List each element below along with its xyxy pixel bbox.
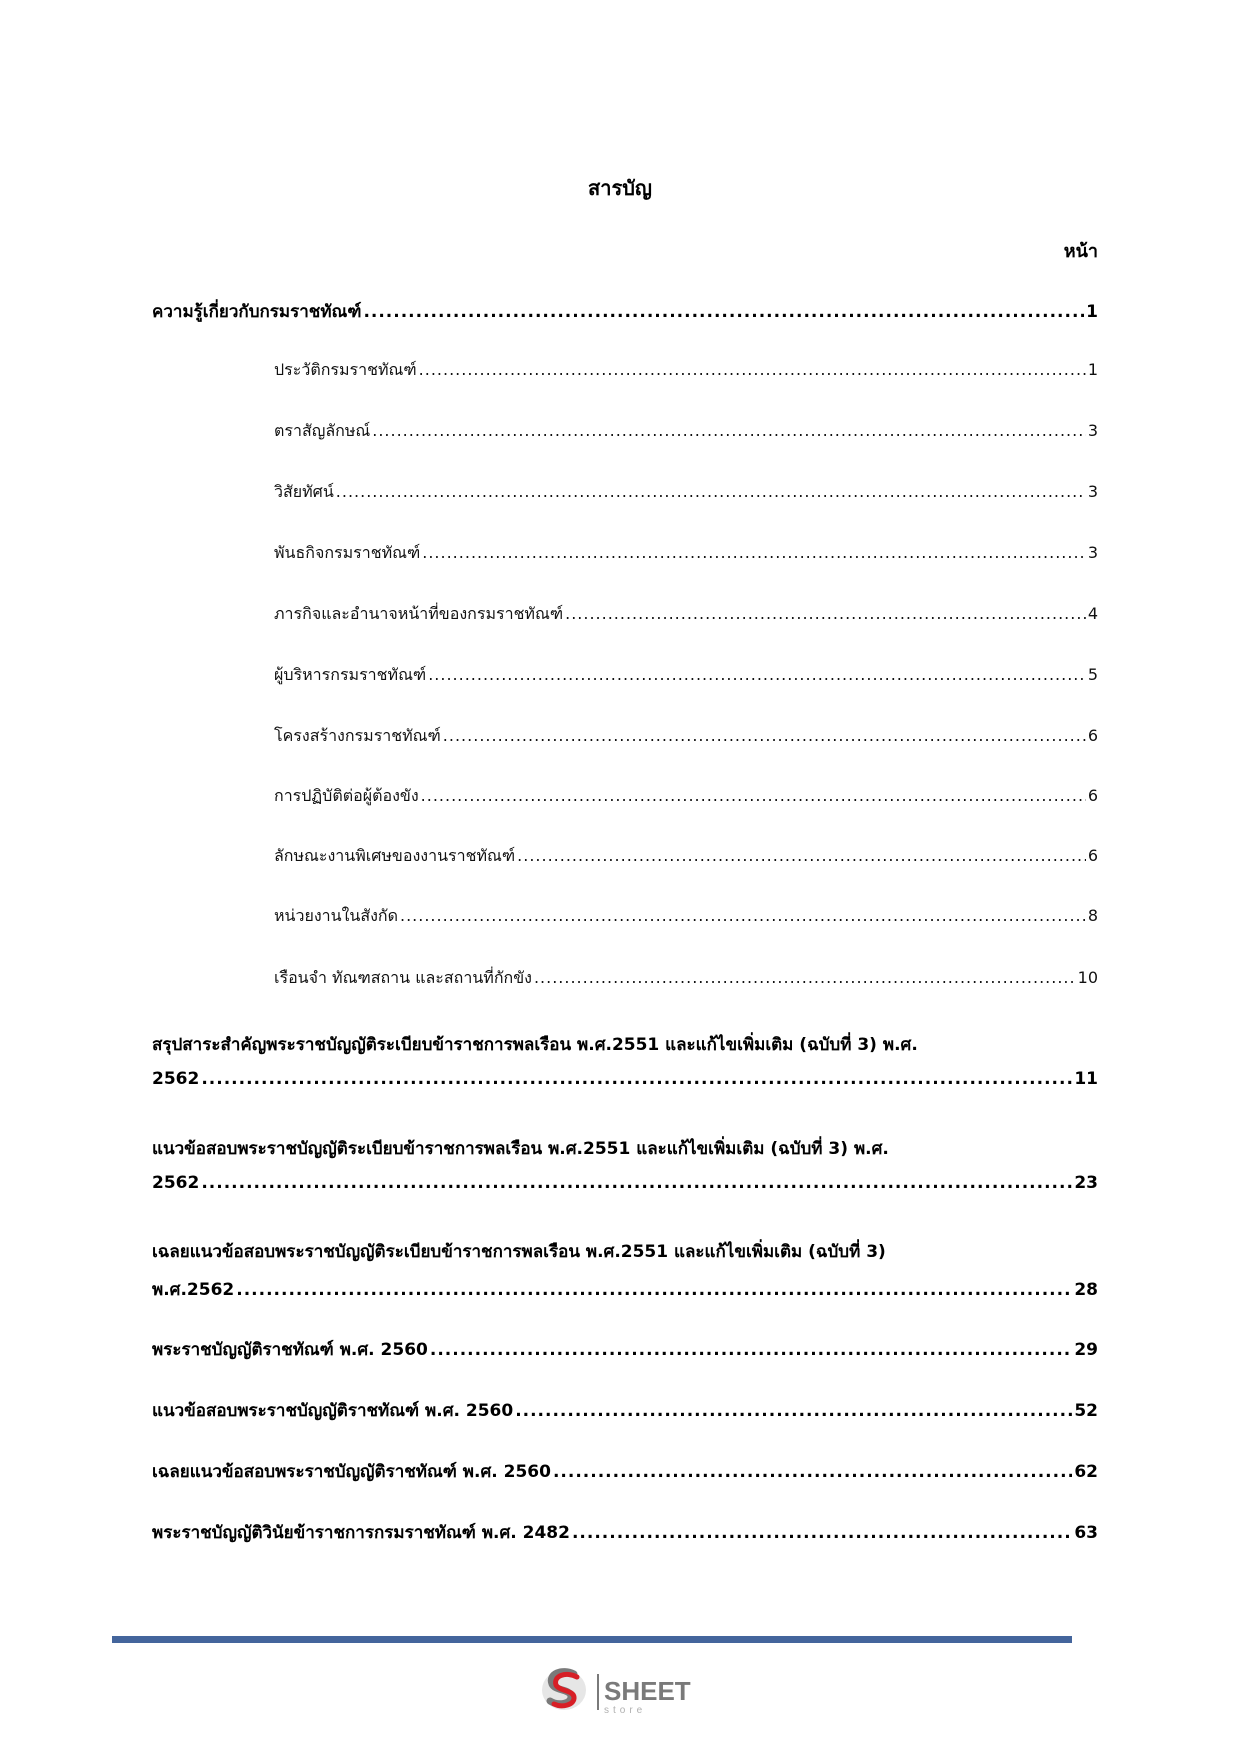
toc-entry-main[interactable] bbox=[152, 1458, 1098, 1485]
leader-dots bbox=[419, 360, 1086, 379]
toc-entry-line1[interactable]: เฉลยแนวข้อสอบพระราชบัญญัติระเบียบข้าราชการพลเรือน พ.ศ.2551 และแก้ไขเพิ่มเติม (ฉบับที่ 3) bbox=[152, 1242, 886, 1262]
toc-entry-text: โครงสร้างกรมราชทัณฑ์ bbox=[274, 726, 441, 745]
toc-entry-page: 1 bbox=[1086, 302, 1098, 322]
leader-dots bbox=[201, 1069, 1072, 1089]
toc-entry-main[interactable] bbox=[152, 298, 1098, 325]
toc-entry-page: 23 bbox=[1074, 1173, 1098, 1193]
toc-entry-sub[interactable] bbox=[274, 419, 1098, 444]
toc-entry-text: พันธกิจกรมราชทัณฑ์ bbox=[274, 543, 421, 562]
toc-entry-sub[interactable] bbox=[274, 663, 1098, 688]
toc-entry-text: ลักษณะงานพิเศษของงานราชทัณฑ์ bbox=[274, 846, 516, 865]
toc-entry-page: 3 bbox=[1087, 482, 1098, 501]
toc-entry-page: 6 bbox=[1087, 846, 1098, 865]
toc-entry-page: 3 bbox=[1087, 421, 1098, 440]
toc-entry-text: แนวข้อสอบพระราชบัญญัติราชทัณฑ์ พ.ศ. 2560 bbox=[152, 1401, 514, 1421]
toc-entry-text: ความรู้เกี่ยวกับกรมราชทัณฑ์ bbox=[152, 302, 362, 322]
toc-entry-sub[interactable] bbox=[274, 966, 1098, 991]
toc-entry-main[interactable] bbox=[152, 1276, 1098, 1303]
leader-dots bbox=[534, 968, 1076, 987]
toc-entry-main[interactable] bbox=[152, 1336, 1098, 1363]
leader-dots bbox=[400, 906, 1086, 925]
toc-entry-text: ตราสัญลักษณ์ bbox=[274, 421, 371, 440]
toc-entry-text: พระราชบัญญัติราชทัณฑ์ พ.ศ. 2560 bbox=[152, 1340, 428, 1360]
toc-entry-page: 62 bbox=[1074, 1462, 1098, 1482]
toc-entry-text: พระราชบัญญัติวินัยข้าราชการกรมราชทัณฑ์ พ.ศ. 2482 bbox=[152, 1523, 570, 1543]
leader-dots bbox=[565, 604, 1086, 623]
toc-entry-text: 2562 bbox=[152, 1069, 200, 1089]
toc-entry-text: เฉลยแนวข้อสอบพระราชบัญญัติราชทัณฑ์ พ.ศ. 2560 bbox=[152, 1462, 551, 1482]
toc-entry-page: 29 bbox=[1074, 1340, 1098, 1360]
toc-entry-page: 5 bbox=[1087, 665, 1098, 684]
leader-dots bbox=[421, 786, 1086, 805]
sheet-store-logo bbox=[540, 1660, 740, 1716]
toc-entry-text: ผู้บริหารกรมราชทัณฑ์ bbox=[274, 665, 427, 684]
toc-entry-page: 10 bbox=[1077, 968, 1098, 987]
toc-entry-sub[interactable] bbox=[274, 602, 1098, 627]
toc-entry-sub[interactable] bbox=[274, 541, 1098, 566]
toc-entry-sub[interactable] bbox=[274, 784, 1098, 809]
leader-dots bbox=[372, 421, 1086, 440]
toc-entry-page: 1 bbox=[1087, 360, 1098, 379]
leader-dots bbox=[201, 1173, 1072, 1193]
toc-entry-page: 6 bbox=[1087, 726, 1098, 745]
logo-name: SHEET bbox=[604, 1676, 691, 1706]
toc-entry-line1[interactable]: แนวข้อสอบพระราชบัญญัติระเบียบข้าราชการพลเรือน พ.ศ.2551 และแก้ไขเพิ่มเติม (ฉบับที่ 3) พ.ศ. bbox=[152, 1139, 889, 1159]
sheet-store-logo-graphic bbox=[540, 1660, 740, 1716]
leader-dots bbox=[363, 302, 1084, 322]
toc-entry-page: 3 bbox=[1087, 543, 1098, 562]
toc-entry-sub[interactable] bbox=[274, 724, 1098, 749]
toc-entry-main[interactable] bbox=[152, 1519, 1098, 1546]
toc-entry-page: 4 bbox=[1087, 604, 1098, 623]
leader-dots bbox=[443, 726, 1086, 745]
toc-entry-line1[interactable]: สรุปสาระสำคัญพระราชบัญญัติระเบียบข้าราชการพลเรือน พ.ศ.2551 และแก้ไขเพิ่มเติม (ฉบับที่ 3) พ.ศ. bbox=[152, 1035, 918, 1055]
toc-entry-text: ประวัติกรมราชทัณฑ์ bbox=[274, 360, 417, 379]
leader-dots bbox=[515, 1401, 1072, 1421]
toc-entry-sub[interactable] bbox=[274, 904, 1098, 929]
toc-title: สารบัญ bbox=[588, 176, 652, 200]
footer-rule bbox=[112, 1636, 1072, 1643]
toc-entry-text: ภารกิจและอำนาจหน้าที่ของกรมราชทัณฑ์ bbox=[274, 604, 564, 623]
s-emblem-icon bbox=[542, 1670, 586, 1710]
toc-entry-main[interactable] bbox=[152, 1397, 1098, 1424]
toc-entry-main[interactable] bbox=[152, 1069, 1098, 1089]
toc-entry-page: 52 bbox=[1074, 1401, 1098, 1421]
toc-entry-page: 11 bbox=[1074, 1069, 1098, 1089]
leader-dots bbox=[422, 543, 1086, 562]
toc-entry-sub[interactable] bbox=[274, 844, 1098, 869]
page-column-header: หน้า bbox=[1063, 241, 1098, 262]
toc-entry-page: 8 bbox=[1087, 906, 1098, 925]
leader-dots bbox=[236, 1280, 1072, 1300]
toc-entry-text: เรือนจำ ทัณฑสถาน และสถานที่กักขัง bbox=[274, 968, 532, 987]
toc-entry-text: พ.ศ.2562 bbox=[152, 1280, 235, 1300]
toc-entry-text: การปฏิบัติต่อผู้ต้องขัง bbox=[274, 786, 419, 805]
toc-entry-page: 63 bbox=[1074, 1523, 1098, 1543]
leader-dots bbox=[572, 1523, 1072, 1543]
toc-entry-sub[interactable] bbox=[274, 480, 1098, 505]
leader-dots bbox=[428, 665, 1086, 684]
leader-dots bbox=[336, 482, 1086, 501]
toc-entry-text: หน่วยงานในสังกัด bbox=[274, 906, 398, 925]
leader-dots bbox=[430, 1340, 1072, 1360]
toc-entry-page: 6 bbox=[1087, 786, 1098, 805]
toc-entry-main[interactable] bbox=[152, 1173, 1098, 1193]
toc-entry-text: 2562 bbox=[152, 1173, 200, 1193]
toc-entry-page: 28 bbox=[1074, 1280, 1098, 1300]
leader-dots bbox=[553, 1462, 1072, 1482]
leader-dots bbox=[517, 846, 1086, 865]
toc-entry-sub[interactable] bbox=[274, 358, 1098, 383]
toc-entry-text: วิสัยทัศน์ bbox=[274, 482, 334, 501]
logo-sub: store bbox=[604, 1705, 647, 1716]
